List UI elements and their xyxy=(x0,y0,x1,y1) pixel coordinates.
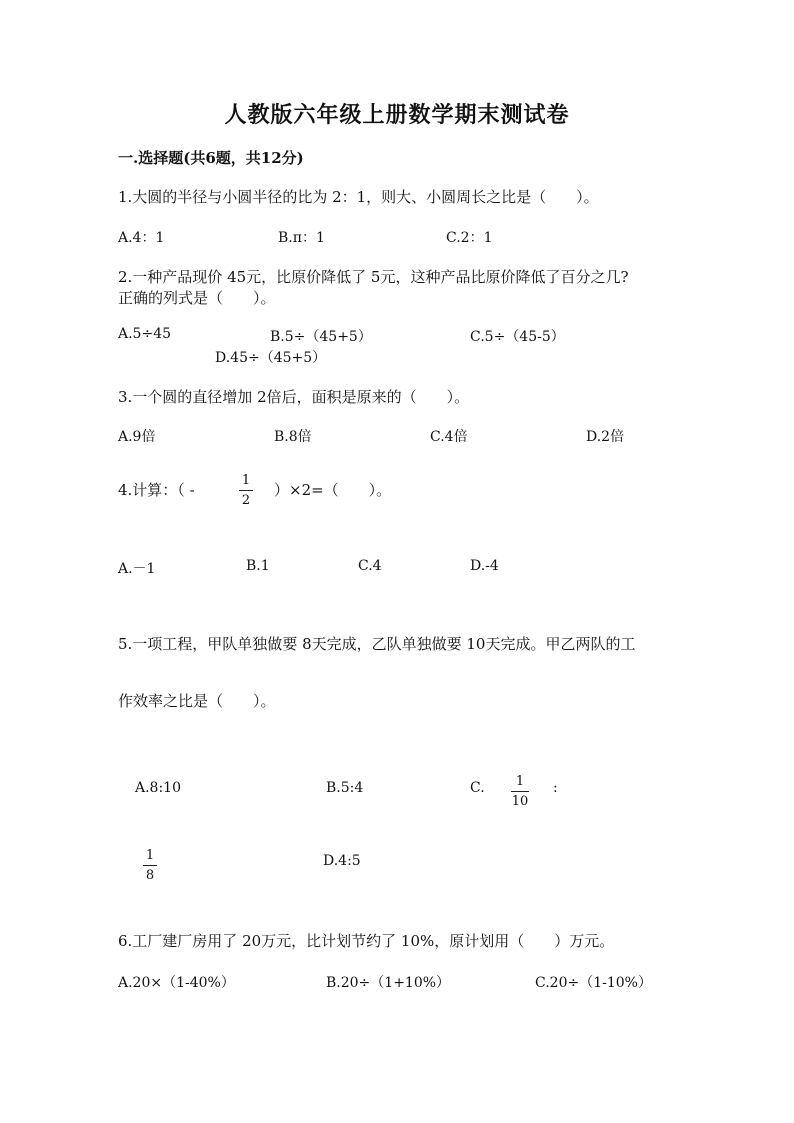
q5-option-b: B.5:4 xyxy=(326,780,364,796)
q6-option-a: A.20×（1-40%） xyxy=(118,975,235,991)
q5-option-c-label: C. xyxy=(470,780,485,796)
q1-option-b: B.π：1 xyxy=(278,230,325,246)
q4-option-a: A.－1 xyxy=(118,561,156,577)
fraction-numerator: 1 xyxy=(515,774,525,789)
q4-fraction xyxy=(239,473,253,508)
question-3: 3.一个圆的直径增加 2倍后，面积是原来的（ ）。 xyxy=(118,388,470,406)
question-6: 6.工厂建厂房用了 20万元，比计划节约了 10%，原计划用（ ）万元。 xyxy=(118,932,615,950)
fraction-numerator: 1 xyxy=(145,848,155,863)
q2-option-b: B.5÷（45+5） xyxy=(270,329,372,345)
q5-option-a: A.8:10 xyxy=(135,780,181,796)
q4-option-d: D.-4 xyxy=(470,558,499,574)
q4-option-b: B.1 xyxy=(246,558,270,574)
q2-option-c: C.5÷（45-5） xyxy=(470,329,565,345)
page-title: 人教版六年级上册数学期末测试卷 xyxy=(224,102,570,128)
q4-fraction-numerator: 1 xyxy=(241,473,251,488)
question-1: 1.大圆的半径与小圆半径的比为 2：1，则大、小圆周长之比是（ ）。 xyxy=(118,188,599,206)
question-5-line-1: 5.一项工程，甲队单独做要 8天完成，乙队单独做要 10天完成。甲乙两队的工 xyxy=(118,635,636,653)
fraction-bar xyxy=(143,865,157,866)
q2-option-d: D.45÷（45+5） xyxy=(215,350,327,366)
q6-option-b: B.20÷（1+10%） xyxy=(326,975,451,991)
q1-option-a: A.4：1 xyxy=(118,230,165,246)
q4-fraction-denominator: 2 xyxy=(241,493,251,508)
q5-option-c-fraction-1 xyxy=(511,774,529,809)
q5-option-c-colon: : xyxy=(553,780,558,796)
q5-option-c-fraction-2 xyxy=(143,848,157,883)
q4-option-c: C.4 xyxy=(358,558,382,574)
fraction-bar xyxy=(511,791,529,792)
question-4-suffix: ）×2=（ ）。 xyxy=(274,481,392,499)
q3-option-a: A.9倍 xyxy=(118,429,156,445)
q3-option-b: B.8倍 xyxy=(274,429,312,445)
q5-option-d: D.4:5 xyxy=(323,853,361,869)
q2-option-a: A.5÷45 xyxy=(118,326,172,342)
q3-option-d: D.2倍 xyxy=(586,429,625,445)
q3-option-c: C.4倍 xyxy=(430,429,468,445)
q6-option-c: C.20÷（1-10%） xyxy=(535,975,652,991)
question-2-line-2: 正确的列式是（ ）。 xyxy=(118,289,276,307)
q1-option-c: C.2：1 xyxy=(446,230,493,246)
fraction-bar xyxy=(239,490,253,491)
section-heading: 一.选择题(共6题，共12分) xyxy=(118,149,304,167)
question-2-line-1: 2.一种产品现价 45元，比原价降低了 5元，这种产品比原价降低了百分之几? xyxy=(118,268,629,286)
question-5-line-2: 作效率之比是（ ）。 xyxy=(118,692,276,710)
question-4-prefix: 4.计算：（ - xyxy=(118,481,195,499)
fraction-denominator: 8 xyxy=(145,868,155,883)
fraction-denominator: 10 xyxy=(511,794,529,809)
